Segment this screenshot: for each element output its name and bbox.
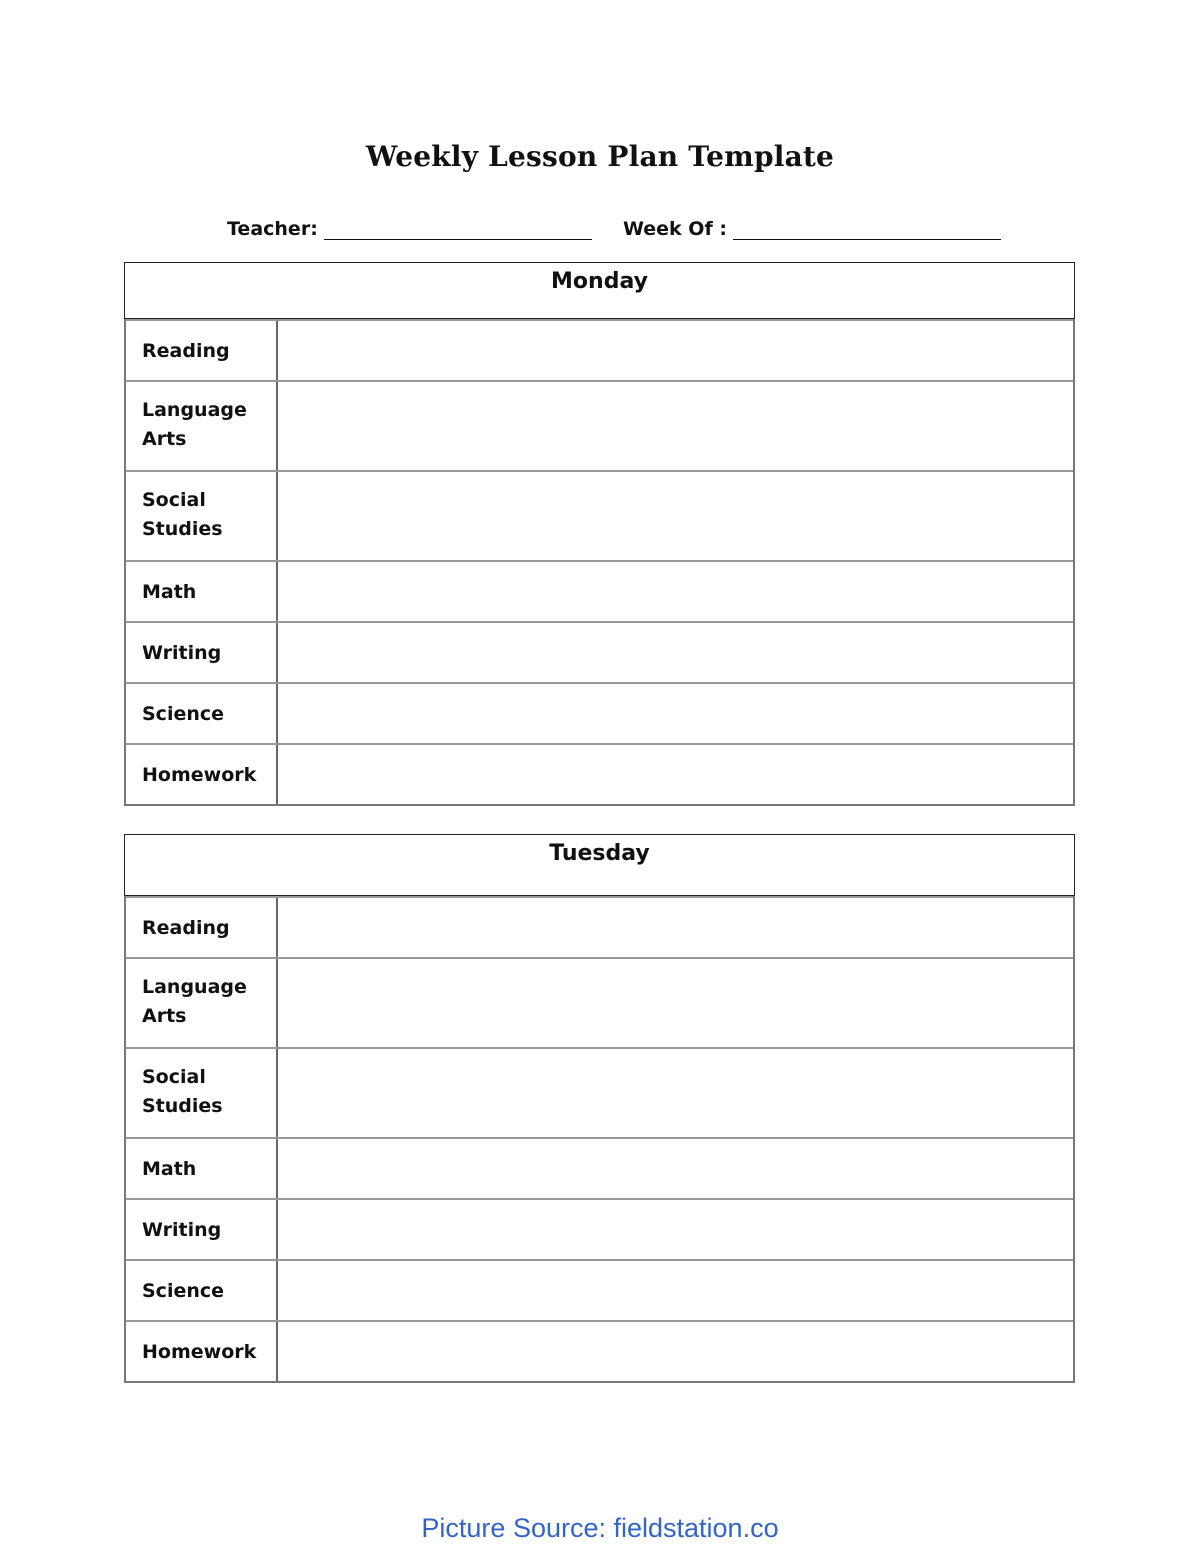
table-row	[126, 1137, 1073, 1198]
subject-label: Homework	[126, 745, 278, 804]
picture-source-caption: Picture Source: fieldstation.co	[421, 1513, 779, 1543]
subject-entry-cell[interactable]	[278, 1200, 1073, 1259]
table-row	[126, 957, 1073, 1047]
subject-entry-cell[interactable]	[278, 1049, 1073, 1137]
subject-label: Science	[126, 1261, 278, 1320]
week-of-field	[623, 210, 1001, 240]
subject-entry-cell[interactable]	[278, 562, 1073, 621]
table-row	[126, 743, 1073, 804]
table-row	[126, 380, 1073, 470]
table-row	[126, 1320, 1073, 1381]
week-of-label: Week Of :	[623, 218, 727, 240]
teacher-field	[227, 210, 592, 240]
table-row	[126, 470, 1073, 560]
table-row	[126, 1198, 1073, 1259]
subject-label: Science	[126, 684, 278, 743]
subject-label: Social Studies	[126, 472, 278, 560]
subject-entry-cell[interactable]	[278, 1139, 1073, 1198]
subject-label: Reading	[126, 898, 278, 957]
subject-entry-cell[interactable]	[278, 1322, 1073, 1381]
subject-label: Reading	[126, 321, 278, 380]
subject-label: Social Studies	[126, 1049, 278, 1137]
teacher-blank-line[interactable]	[324, 215, 592, 240]
subject-entry-cell[interactable]	[278, 382, 1073, 470]
day-header: Tuesday	[124, 834, 1075, 896]
subject-entry-cell[interactable]	[278, 745, 1073, 804]
subject-table	[124, 896, 1075, 1383]
subject-label: Language Arts	[126, 959, 278, 1047]
subject-table	[124, 319, 1075, 806]
subject-entry-cell[interactable]	[278, 1261, 1073, 1320]
day-block-tuesday	[124, 834, 1075, 1383]
subject-label: Math	[126, 562, 278, 621]
table-row	[126, 560, 1073, 621]
subject-entry-cell[interactable]	[278, 623, 1073, 682]
subject-entry-cell[interactable]	[278, 959, 1073, 1047]
table-row	[126, 621, 1073, 682]
subject-label: Writing	[126, 1200, 278, 1259]
subject-label: Writing	[126, 623, 278, 682]
table-row	[126, 319, 1073, 380]
subject-label: Homework	[126, 1322, 278, 1381]
subject-label: Math	[126, 1139, 278, 1198]
teacher-label: Teacher:	[227, 218, 318, 240]
week-of-blank-line[interactable]	[733, 215, 1001, 240]
subject-entry-cell[interactable]	[278, 321, 1073, 380]
table-row	[126, 1259, 1073, 1320]
table-row	[126, 682, 1073, 743]
subject-entry-cell[interactable]	[278, 898, 1073, 957]
subject-entry-cell[interactable]	[278, 472, 1073, 560]
day-block-monday	[124, 262, 1075, 806]
day-header: Monday	[124, 262, 1075, 319]
table-row	[126, 1047, 1073, 1137]
table-row	[126, 896, 1073, 957]
subject-label: Language Arts	[126, 382, 278, 470]
subject-entry-cell[interactable]	[278, 684, 1073, 743]
page-title: Weekly Lesson Plan Template	[365, 140, 835, 173]
